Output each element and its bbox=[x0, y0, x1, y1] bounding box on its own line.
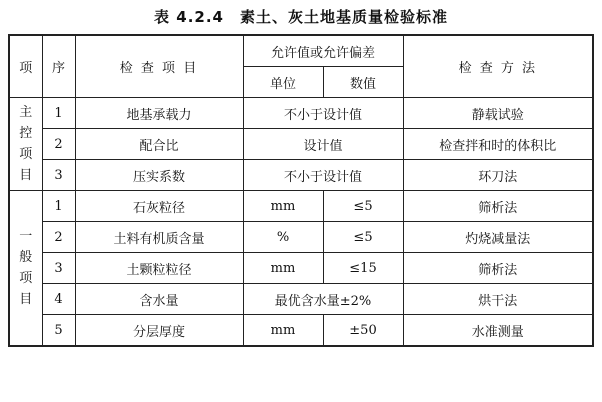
method-cell: 静载试验 bbox=[403, 98, 593, 129]
seq-cell: 1 bbox=[42, 191, 75, 222]
table-row bbox=[9, 129, 593, 160]
header-category: 项 bbox=[9, 35, 42, 98]
item-cell: 土颗粒粒径 bbox=[75, 253, 243, 284]
header-value: 数值 bbox=[323, 67, 403, 98]
unit-cell: mm bbox=[243, 191, 323, 222]
value-cell: ≤5 bbox=[323, 191, 403, 222]
item-cell: 压实系数 bbox=[75, 160, 243, 191]
header-seq: 序 bbox=[42, 35, 75, 98]
table-row bbox=[9, 160, 593, 191]
seq-cell: 1 bbox=[42, 98, 75, 129]
header-row-1 bbox=[9, 35, 593, 67]
unit-cell: mm bbox=[243, 315, 323, 347]
header-unit: 单位 bbox=[243, 67, 323, 98]
seq-cell: 3 bbox=[42, 253, 75, 284]
table-row bbox=[9, 98, 593, 129]
header-item: 检 查 项 目 bbox=[75, 35, 243, 98]
seq-cell: 4 bbox=[42, 284, 75, 315]
method-cell: 水准测量 bbox=[403, 315, 593, 347]
method-cell: 烘干法 bbox=[403, 284, 593, 315]
item-cell: 配合比 bbox=[75, 129, 243, 160]
method-cell: 筛析法 bbox=[403, 253, 593, 284]
method-cell: 检查拌和时的体积比 bbox=[403, 129, 593, 160]
item-cell: 石灰粒径 bbox=[75, 191, 243, 222]
method-cell: 筛析法 bbox=[403, 191, 593, 222]
item-cell: 土料有机质含量 bbox=[75, 222, 243, 253]
method-cell: 环刀法 bbox=[403, 160, 593, 191]
quality-standard-table bbox=[8, 34, 594, 347]
tolerance-cell: 不小于设计值 bbox=[243, 160, 403, 191]
method-cell: 灼烧减量法 bbox=[403, 222, 593, 253]
item-cell: 分层厚度 bbox=[75, 315, 243, 347]
unit-cell: mm bbox=[243, 253, 323, 284]
header-method: 检 查 方 法 bbox=[403, 35, 593, 98]
table-title: 表 4.2.4 素土、灰土地基质量检验标准 bbox=[154, 8, 448, 26]
value-cell: ≤15 bbox=[323, 253, 403, 284]
value-cell: ≤5 bbox=[323, 222, 403, 253]
tolerance-cell: 设计值 bbox=[243, 129, 403, 160]
seq-cell: 3 bbox=[42, 160, 75, 191]
table-row bbox=[9, 315, 593, 347]
tolerance-cell: 最优含水量±2% bbox=[243, 284, 403, 315]
seq-cell: 5 bbox=[42, 315, 75, 347]
value-cell: ±50 bbox=[323, 315, 403, 347]
group-label-main: 主 控 项 目 bbox=[9, 98, 42, 191]
seq-cell: 2 bbox=[42, 129, 75, 160]
unit-cell: % bbox=[243, 222, 323, 253]
item-cell: 地基承载力 bbox=[75, 98, 243, 129]
table-row bbox=[9, 191, 593, 222]
table-row bbox=[9, 284, 593, 315]
table-row bbox=[9, 222, 593, 253]
item-cell: 含水量 bbox=[75, 284, 243, 315]
tolerance-cell: 不小于设计值 bbox=[243, 98, 403, 129]
seq-cell: 2 bbox=[42, 222, 75, 253]
header-tolerance: 允许值或允许偏差 bbox=[243, 35, 403, 67]
table-row bbox=[9, 253, 593, 284]
group-label-general: 一 般 项 目 bbox=[9, 191, 42, 347]
